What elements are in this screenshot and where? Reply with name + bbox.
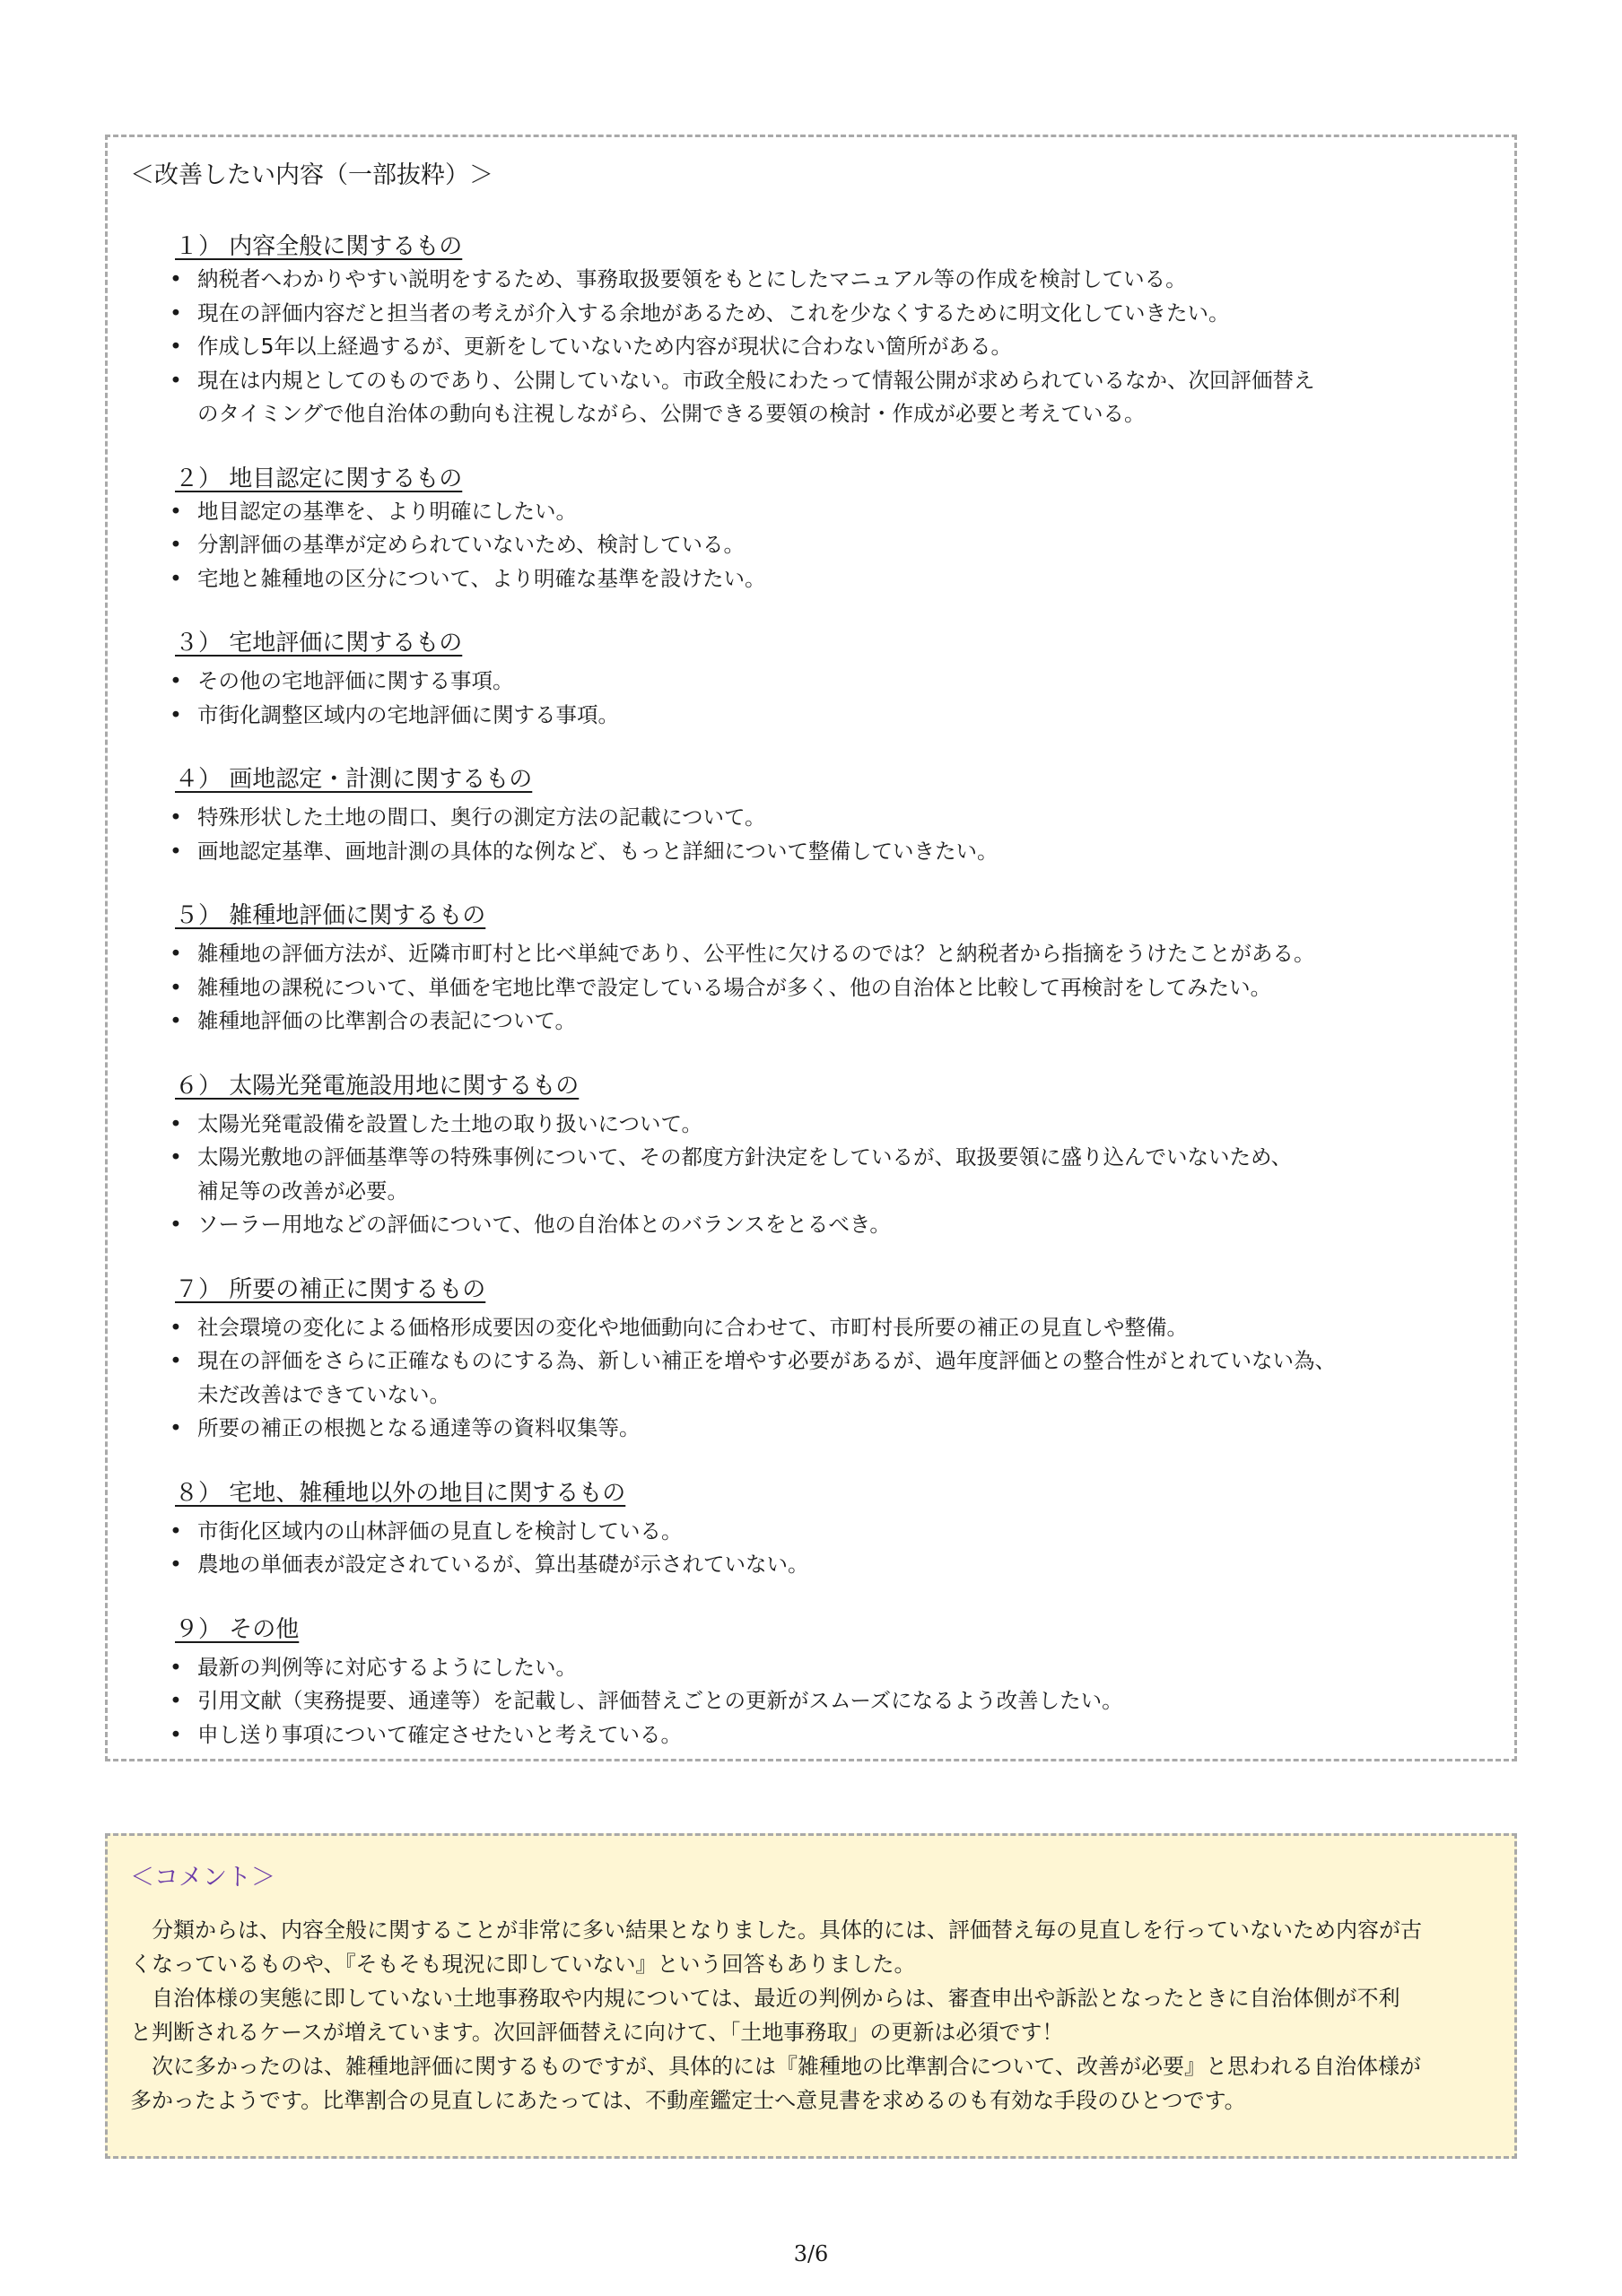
comment-line: 自治体様の実態に即していない土地事務取や内規については、最近の判例からは、審査申出や訴訟となったときに自治体側が不利 [130, 1986, 1400, 2011]
list-item: • 特殊形状した土地の間口、奥行の測定方法の記載について。 [130, 801, 1530, 835]
bullet-list [130, 1651, 1514, 1752]
bullet-list [130, 1311, 1514, 1446]
list-item: • 市街化区域内の山林評価の見直しを検討している。 [130, 1515, 1530, 1549]
bullet-list [130, 1515, 1514, 1582]
comment-heading: ＜コメント＞ [130, 1864, 275, 1892]
improvement-content-box [105, 135, 1517, 1761]
section-title: １） 内容全般に関するもの [175, 233, 463, 260]
list-item: • 申し送り事項について確定させたいと考えている。 [130, 1718, 1530, 1752]
section-required-correction [130, 1274, 1514, 1446]
list-item: • 作成し5年以上経過するが、更新をしていないため内容が現状に合わない箇所がある。 [130, 330, 1530, 364]
section-land-category [130, 463, 1514, 596]
list-item: • ソーラー用地などの評価について、他の自治体とのバランスをとるべき。 [130, 1208, 1530, 1242]
list-item: • 最新の判例等に対応するようにしたい。 [130, 1651, 1530, 1685]
bullet-list [130, 801, 1514, 868]
bullet-list [130, 665, 1514, 732]
comment-line: 多かったようです。比準割合の見直しにあたっては、不動産鑑定士へ意見書を求めるのも有効な手段のひとつです。 [130, 2088, 1246, 2113]
list-item: • 市街化調整区域内の宅地評価に関する事項。 [130, 699, 1530, 733]
main-heading: ＜改善したい内容（一部抜粋）＞ [130, 161, 493, 189]
list-item: • 現在の評価内容だと担当者の考えが介入する余地があるため、これを少なくするために明文化していきたい。 [130, 297, 1530, 331]
section-other [130, 1613, 1514, 1752]
section-plot-measurement [130, 763, 1514, 868]
comment-line: くなっているものや、『そもそも現況に即していない』という回答もありました。 [130, 1952, 916, 1977]
section-title: ３） 宅地評価に関するもの [175, 630, 463, 657]
section-solar [130, 1070, 1514, 1242]
section-title: ８） 宅地、雑種地以外の地目に関するもの [175, 1479, 626, 1507]
list-item: • 太陽光敷地の評価基準等の特殊事例について、その都度方針決定をしているが、取扱要領に盛り込んでいないため、 補足等の改善が必要。 [130, 1141, 1530, 1208]
comment-line: 分類からは、内容全般に関することが非常に多い結果となりました。具体的には、評価替え毎の見直しを行っていないため内容が古 [130, 1918, 1422, 1943]
list-item: • 引用文献（実務提要、通達等）を記載し、評価替えごとの更新がスムーズになるよう改善したい。 [130, 1684, 1530, 1718]
list-item: • 社会環境の変化による価格形成要因の変化や地価動向に合わせて、市町村長所要の補正の見直しや整備。 [130, 1311, 1530, 1345]
section-residential [130, 627, 1514, 732]
comment-line: と判断されるケースが増えています。次回評価替えに向けて、「土地事務取」の更新は必須です！ [130, 2020, 1064, 2045]
list-item: • 現在は内規としてのものであり、公開していない。市政全般にわたって情報公開が求められているなか、次回評価替え のタイミングで他自治体の動向も注視しながら、公開できる要領の検討・作成が必要と考えている。 [130, 364, 1530, 431]
list-item: • 現在の評価をさらに正確なものにする為、新しい補正を増やす必要があるが、過年度評価との整合性がとれていない為、 未だ改善はできていない。 [130, 1344, 1530, 1412]
list-item: • 雑種地の課税について、単価を宅地比準で設定している場合が多く、他の自治体と比較して再検討をしてみたい。 [130, 971, 1530, 1005]
page-number: 3/6 [793, 2241, 829, 2266]
section-general [130, 230, 1514, 431]
section-other-land-categories [130, 1477, 1514, 1582]
list-item: • 納税者へわかりやすい説明をするため、事務取扱要領をもとにしたマニュアル等の作成を検討している。 [130, 263, 1530, 297]
list-item: • 農地の単価表が設定されているが、算出基礎が示されていない。 [130, 1548, 1530, 1582]
section-title: ９） その他 [175, 1615, 300, 1643]
bullet-list [130, 1108, 1514, 1242]
list-item: • 分割評価の基準が定められていないため、検討している。 [130, 528, 1530, 562]
section-miscellaneous-land [130, 900, 1514, 1039]
list-item: • 画地認定基準、画地計測の具体的な例など、もっと詳細について整備していきたい。 [130, 835, 1530, 869]
comment-box [105, 1833, 1517, 2159]
list-item: • 地目認定の基準を、より明確にしたい。 [130, 495, 1530, 529]
section-title: ６） 太陽光発電施設用地に関するもの [175, 1072, 580, 1100]
bullet-list [130, 937, 1514, 1039]
list-item: • 所要の補正の根拠となる通達等の資料収集等。 [130, 1412, 1530, 1446]
section-title: ４） 画地認定・計測に関するもの [175, 766, 533, 793]
list-item: • 雑種地評価の比準割合の表記について。 [130, 1004, 1530, 1039]
list-item: • 宅地と雑種地の区分について、より明確な基準を設けたい。 [130, 562, 1530, 596]
section-title: ７） 所要の補正に関するもの [175, 1275, 486, 1303]
section-title: ２） 地目認定に関するもの [175, 465, 463, 492]
section-title: ５） 雑種地評価に関するもの [175, 902, 486, 929]
list-item: • 雑種地の評価方法が、近隣市町村と比べ単純であり、公平性に欠けるのでは？と納税者から指摘をうけたことがある。 [130, 937, 1530, 971]
bullet-list [130, 263, 1514, 431]
comment-line: 次に多かったのは、雑種地評価に関するものですが、具体的には『雑種地の比準割合について、改善が必要』と思われる自治体様が [130, 2054, 1422, 2079]
list-item: • その他の宅地評価に関する事項。 [130, 665, 1530, 699]
list-item: • 太陽光発電設備を設置した土地の取り扱いについて。 [130, 1108, 1530, 1142]
bullet-list [130, 495, 1514, 596]
